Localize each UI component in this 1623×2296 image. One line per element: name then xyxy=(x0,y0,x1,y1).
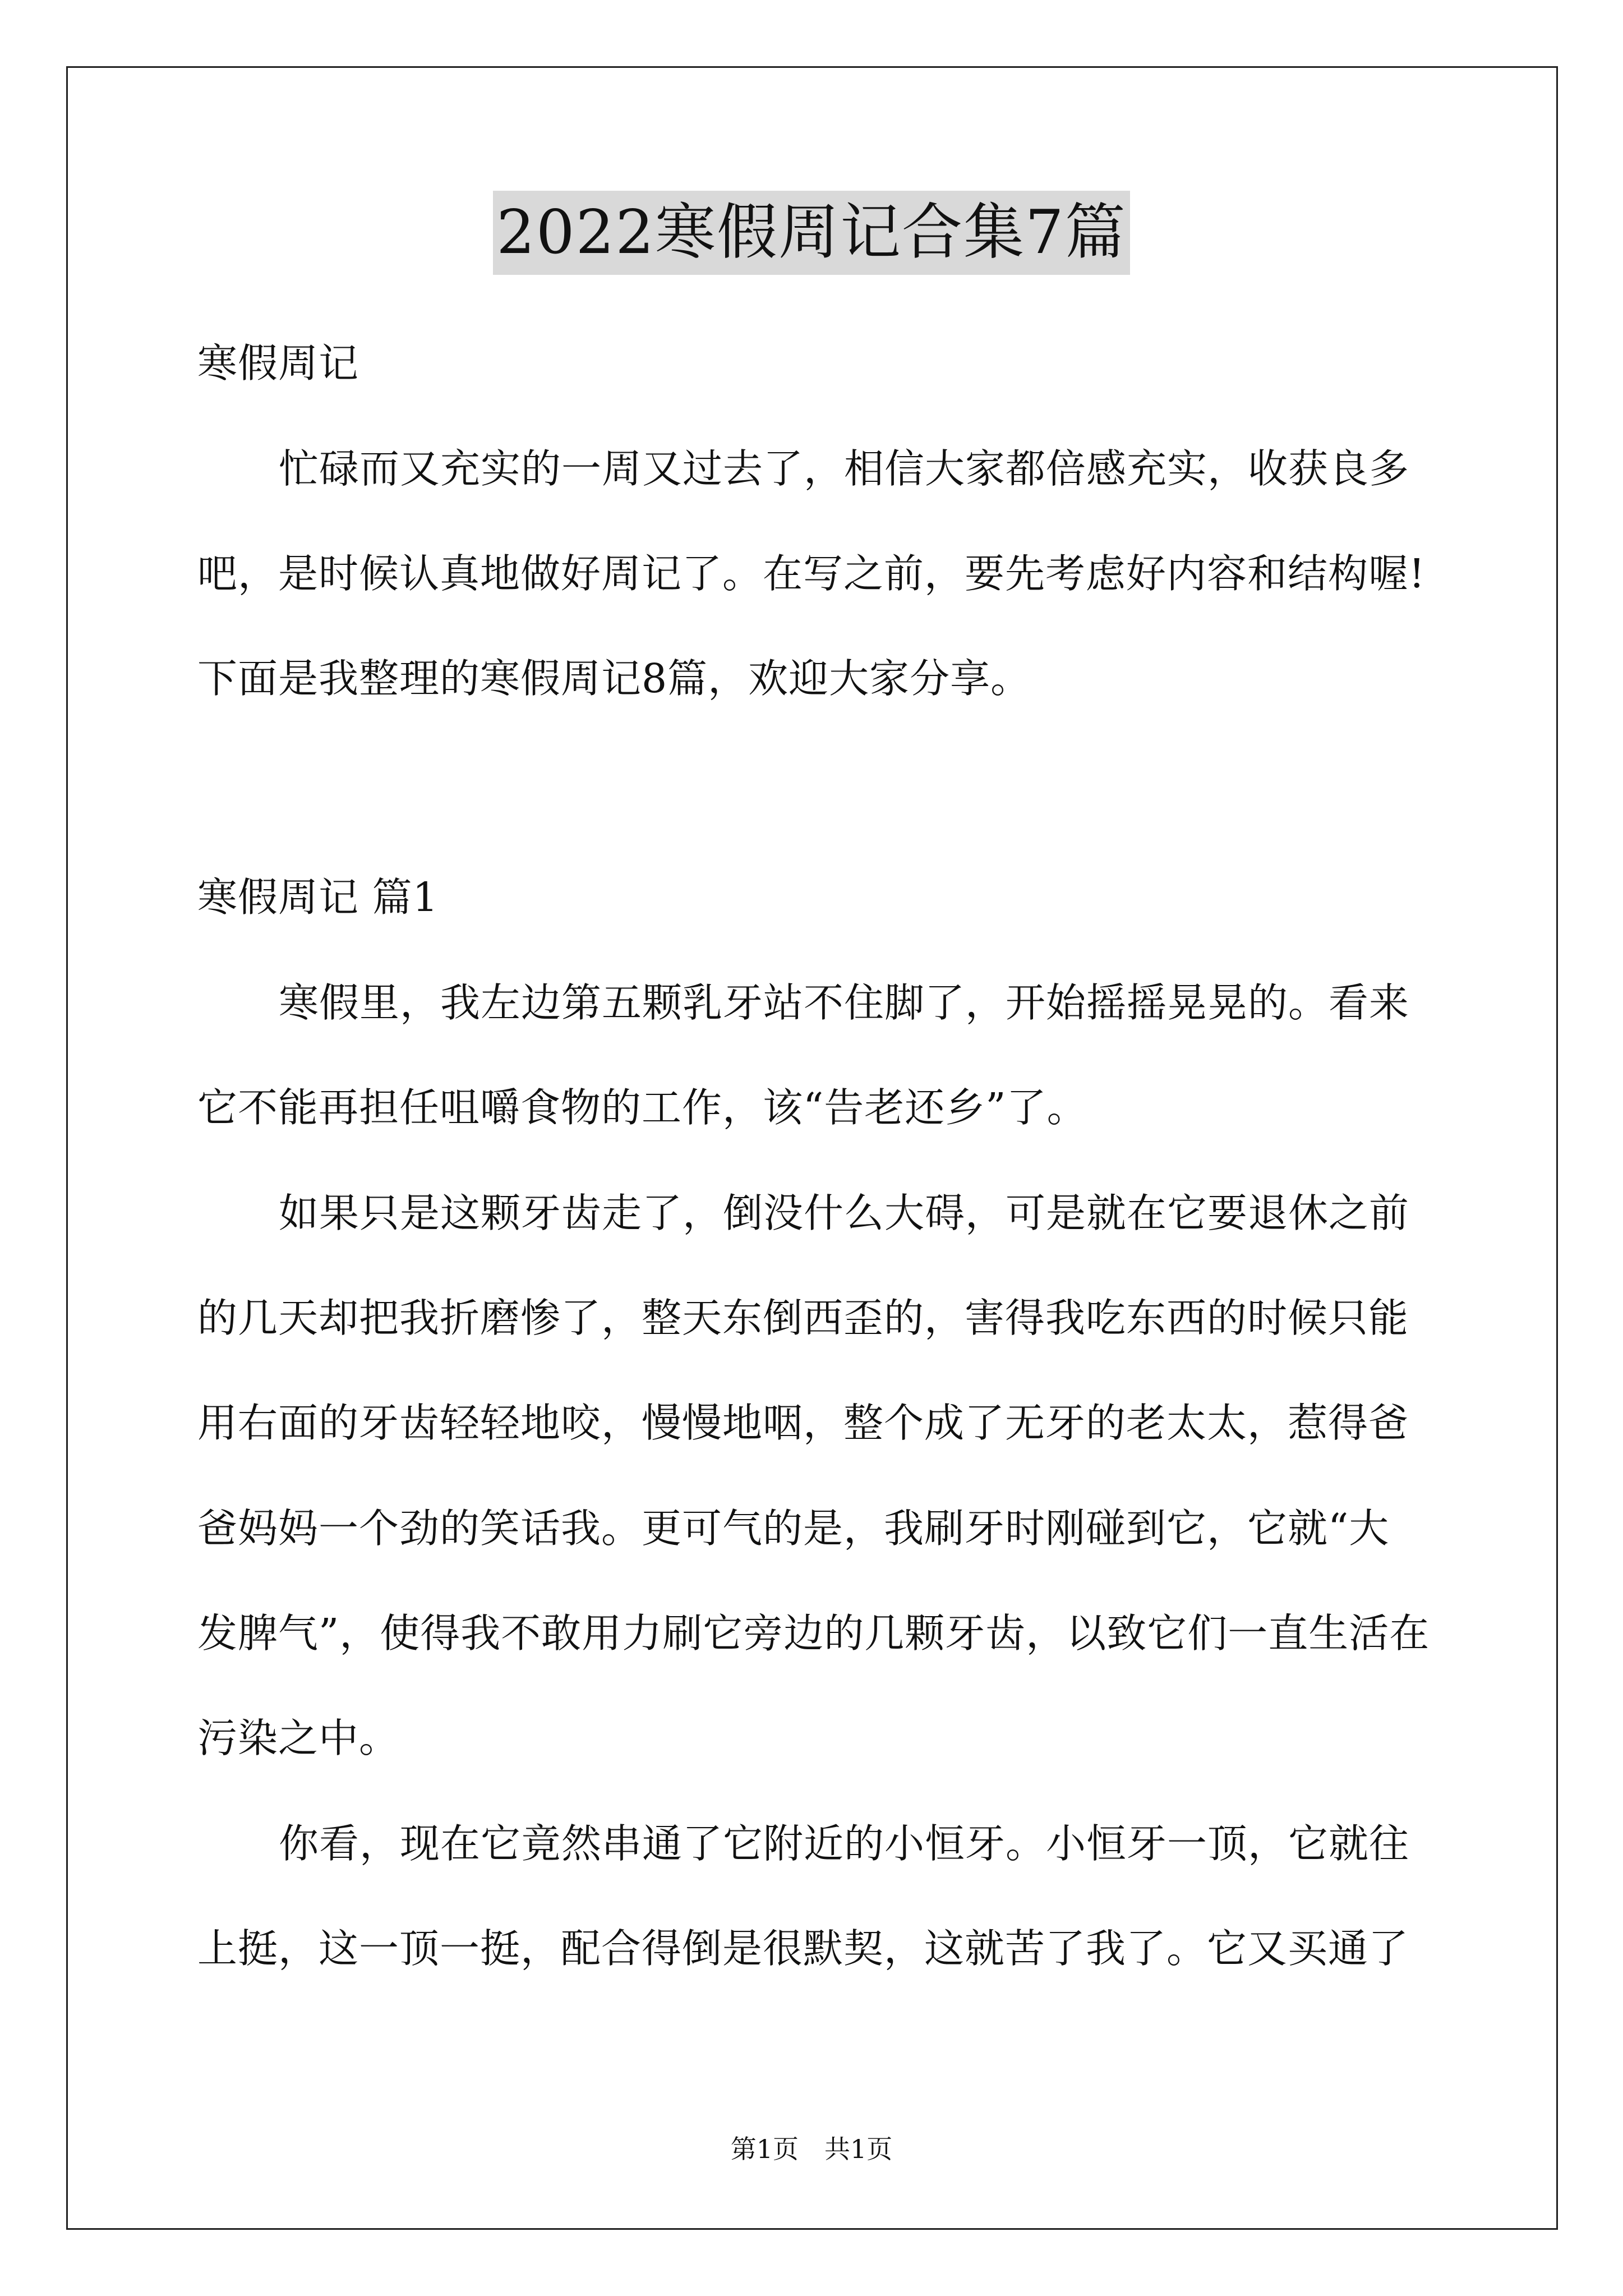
page-footer: 第1页 共1页 xyxy=(730,2134,893,2164)
title-container xyxy=(0,191,1623,275)
paragraph-line: 上挺，这一顶一挺，配合得倒是很默契，这就苦了我了。它又买通了 xyxy=(197,1925,1409,1972)
paragraph-line: 的几天却把我折磨惨了，整天东倒西歪的，害得我吃东西的时候只能 xyxy=(197,1295,1409,1341)
intro-heading: 寒假周记 xyxy=(197,340,359,386)
paragraph-line: 如果只是这颗牙齿走了，倒没什么大碍，可是就在它要退休之前 xyxy=(279,1190,1410,1236)
paragraph-line: 用右面的牙齿轻轻地咬，慢慢地咽，整个成了无牙的老太太，惹得爸 xyxy=(197,1400,1409,1446)
paragraph-line: 爸妈妈一个劲的笑话我。更可气的是，我刷牙时刚碰到它，它就“大 xyxy=(197,1505,1390,1552)
intro-paragraph-line: 忙碌而又充实的一周又过去了，相信大家都倍感充实，收获良多 xyxy=(279,445,1410,492)
intro-paragraph-line: 下面是我整理的寒假周记8篇，欢迎大家分享。 xyxy=(197,655,1031,702)
paragraph-line: 你看，现在它竟然串通了它附近的小恒牙。小恒牙一顶，它就往 xyxy=(279,1820,1410,1867)
page-border xyxy=(66,66,1558,2230)
document-title: 2022寒假周记合集7篇 xyxy=(493,191,1130,275)
paragraph-line: 它不能再担任咀嚼食物的工作，该“告老还乡”了。 xyxy=(197,1084,1087,1131)
paragraph-line: 污染之中。 xyxy=(197,1715,400,1761)
section-heading: 寒假周记 篇1 xyxy=(197,874,439,921)
paragraph-line: 发脾气”，使得我不敢用力刷它旁边的几颗牙齿，以致它们一直生活在 xyxy=(197,1610,1430,1657)
paragraph-line: 寒假里，我左边第五颗乳牙站不住脚了，开始摇摇晃晃的。看来 xyxy=(279,979,1410,1026)
intro-paragraph-line: 吧，是时候认真地做好周记了。在写之前，要先考虑好内容和结构喔! xyxy=(197,550,1426,597)
